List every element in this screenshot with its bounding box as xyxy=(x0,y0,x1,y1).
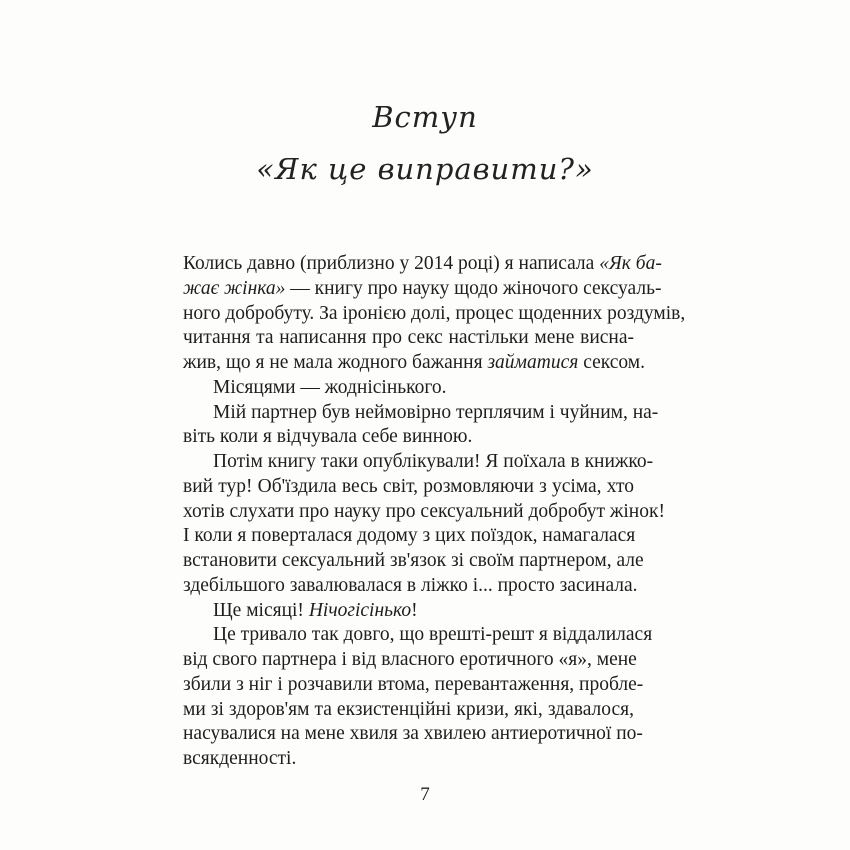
text-segment: встановити сексуальний зв'язок зі своїм партнером, але xyxy=(183,550,644,571)
text-segment: ! xyxy=(411,599,418,621)
text-line xyxy=(183,549,644,574)
text-line xyxy=(183,376,634,401)
text-line xyxy=(183,722,643,747)
text-segment: насувалися на мене хвиля за хвилею антиеротичної по- xyxy=(183,723,643,745)
text-line xyxy=(183,252,662,277)
text-segment: всякденності. xyxy=(183,748,297,769)
text-line xyxy=(183,500,665,525)
text-line xyxy=(183,450,654,475)
italic-text: займатися xyxy=(487,352,579,373)
text-line xyxy=(183,623,653,648)
text-line xyxy=(183,351,645,376)
text-segment: Колись давно (приблизно у 2014 році) я написала xyxy=(183,253,600,274)
text-line xyxy=(183,302,686,327)
text-line xyxy=(183,747,634,772)
text-line xyxy=(183,524,634,549)
text-line xyxy=(183,648,637,673)
chapter-subtitle: «Як це виправити?» xyxy=(256,152,594,186)
italic-text: Нічогісінько xyxy=(308,599,412,621)
text-line xyxy=(183,401,659,426)
text-segment: Місяцями — жоднісінького. xyxy=(213,376,447,398)
text-line xyxy=(183,475,634,500)
text-segment: сексом. xyxy=(578,352,645,373)
text-segment: Це тривало так довго, що врешті-решт я віддалилася xyxy=(213,624,653,646)
text-segment: жив, що я не мала жодного бажання xyxy=(183,352,488,373)
text-line xyxy=(183,673,644,698)
text-segment: збили з ніг і розчавили втома, перевантаження, пробле- xyxy=(183,673,644,695)
text-segment: Ще місяці! xyxy=(213,599,309,621)
text-segment: І коли я поверталася додому з цих поїздок, намагалася xyxy=(183,525,636,547)
text-line xyxy=(183,698,634,723)
text-segment: віть коли я відчувала себе винною. xyxy=(183,426,473,448)
text-segment: читання та написання про секс настільки мене висна- xyxy=(183,327,634,349)
text-segment: ного добробуту. За іронією долі, процес щоденних роздумів, xyxy=(183,302,686,324)
page-number: 7 xyxy=(420,784,430,805)
text-segment: Мій партнер був неймовірно терплячим і чуйним, на- xyxy=(213,401,659,423)
text-line xyxy=(183,277,662,302)
body-text xyxy=(183,252,686,772)
text-segment: Потім книгу таки опублікували! Я поїхала в книжко- xyxy=(213,451,654,472)
text-segment: від свого партнера і від власного еротичного «я», мене xyxy=(183,649,637,670)
text-line xyxy=(183,574,638,599)
text-segment: — книгу про науку щодо жіночого сексуаль- xyxy=(285,277,662,299)
text-segment: хотів слухати про науку про сексуальний добробут жінок! xyxy=(183,500,665,522)
text-line xyxy=(183,326,634,351)
text-segment: здебільшого завалювалася в ліжко і... просто засинала. xyxy=(183,574,638,596)
italic-text: жає жінка» xyxy=(183,277,286,299)
text-line xyxy=(183,599,634,624)
text-segment: ми зі здоров'ям та екзистенційні кризи, які, здавалося, xyxy=(183,698,634,720)
text-segment: вий тур! Об'їздила весь світ, розмовляючи з усіма, хто xyxy=(183,475,634,497)
italic-text: «Як ба- xyxy=(599,253,662,274)
text-line xyxy=(183,425,634,450)
chapter-title: Вступ xyxy=(372,100,478,134)
